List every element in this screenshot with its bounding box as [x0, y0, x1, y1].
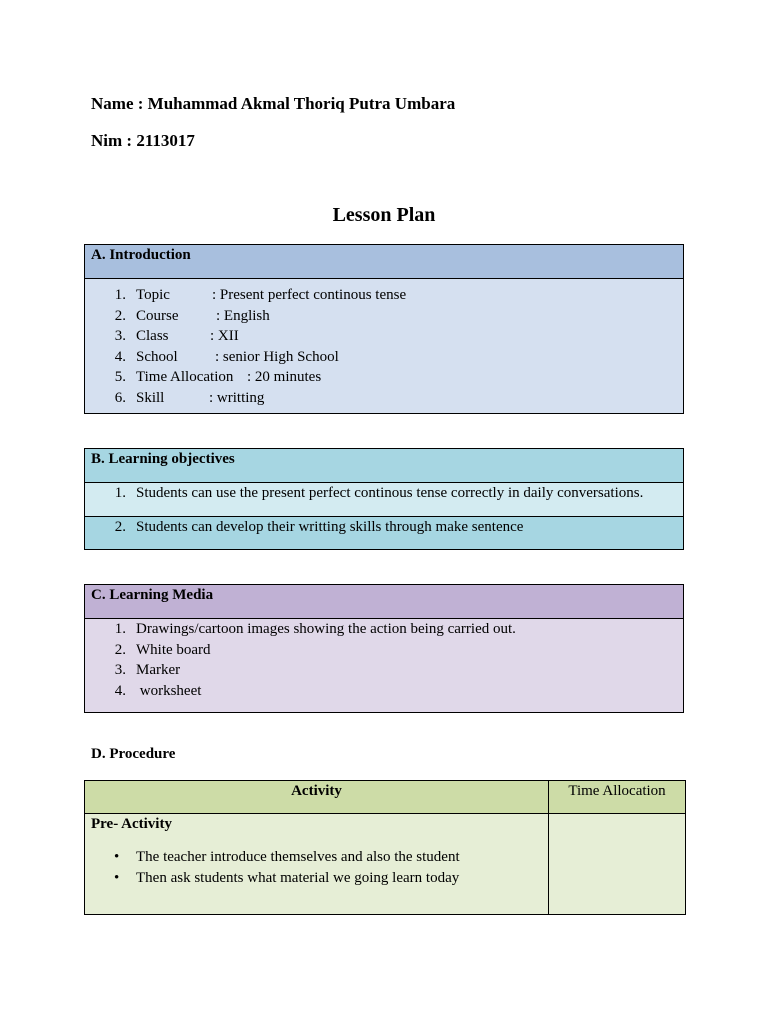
intro-item-course — [85, 307, 683, 328]
procedure-heading: D. Procedure — [91, 746, 176, 762]
list-number: 1. — [114, 287, 126, 303]
media-item — [85, 661, 683, 682]
list-number: 3. — [114, 328, 126, 345]
intro-value: : senior High School — [215, 348, 339, 365]
media-text: Drawings/cartoon images showing the action being carried out. — [136, 621, 516, 637]
objective-item — [85, 483, 683, 517]
intro-label: School — [136, 348, 178, 365]
intro-label: Course — [136, 307, 179, 324]
list-number: 4. — [114, 682, 126, 699]
media-item — [85, 682, 683, 703]
bullet-text: Then ask students what material we going learn today — [136, 869, 460, 886]
introduction-list — [85, 279, 683, 410]
introduction-heading: A. Introduction — [85, 245, 683, 279]
intro-value: : writting — [209, 389, 265, 406]
list-number: 2. — [114, 641, 126, 658]
intro-value: : Present perfect continous tense — [212, 287, 407, 303]
intro-item-class — [85, 327, 683, 348]
student-name: Name : Muhammad Akmal Thoriq Putra Umbara — [91, 94, 456, 113]
list-item — [85, 869, 548, 890]
list-number: 1. — [114, 485, 126, 501]
objective-text: Students can use the present perfect continous tense correctly in daily conversations. — [136, 485, 644, 501]
bullet-text: The teacher introduce themselves and also the student — [136, 849, 460, 865]
media-text: White board — [136, 641, 211, 658]
intro-value: : English — [216, 307, 270, 324]
procedure-table — [84, 780, 686, 915]
list-number: 2. — [114, 519, 126, 535]
time-column-header: Time Allocation — [549, 781, 686, 814]
pre-activity-cell — [85, 814, 549, 915]
pre-activity-time-cell — [549, 814, 686, 915]
intro-item-topic — [85, 286, 683, 307]
intro-value: : 20 minutes — [247, 369, 322, 386]
list-number: 3. — [114, 662, 126, 679]
list-number: 5. — [114, 369, 126, 386]
pre-activity-list — [85, 833, 548, 889]
list-number: 4. — [114, 348, 126, 365]
intro-item-school — [85, 348, 683, 369]
activity-column-header: Activity — [85, 781, 549, 814]
media-list — [85, 619, 683, 702]
pre-activity-title: Pre- Activity — [91, 816, 172, 832]
media-heading: C. Learning Media — [85, 585, 683, 619]
media-item — [85, 641, 683, 662]
introduction-section — [84, 244, 684, 414]
objective-text: Students can develop their writting skills through make sentence — [136, 519, 524, 535]
student-nim: Nim : 2113017 — [91, 131, 195, 150]
list-item — [85, 848, 548, 869]
intro-label: Topic — [136, 287, 170, 303]
media-text: Marker — [136, 662, 181, 679]
media-item — [85, 620, 683, 641]
intro-item-skill — [85, 389, 683, 410]
intro-label: Skill — [136, 389, 165, 406]
intro-item-time-allocation — [85, 368, 683, 389]
media-section — [84, 584, 684, 713]
table-row — [85, 814, 686, 915]
list-number: 2. — [114, 307, 126, 324]
list-number: 6. — [114, 389, 126, 406]
bullet-icon: • — [114, 869, 120, 886]
list-number: 1. — [114, 621, 126, 637]
bullet-icon: • — [114, 849, 120, 865]
objective-item — [85, 517, 683, 549]
objectives-heading: B. Learning objectives — [85, 449, 683, 483]
media-text: worksheet — [136, 682, 202, 699]
intro-label: Class — [136, 328, 169, 345]
objectives-section — [84, 448, 684, 550]
table-header-row — [85, 781, 686, 814]
intro-value: : XII — [210, 328, 239, 345]
intro-label: Time Allocation — [136, 369, 234, 386]
page-title: Lesson Plan — [332, 204, 436, 226]
